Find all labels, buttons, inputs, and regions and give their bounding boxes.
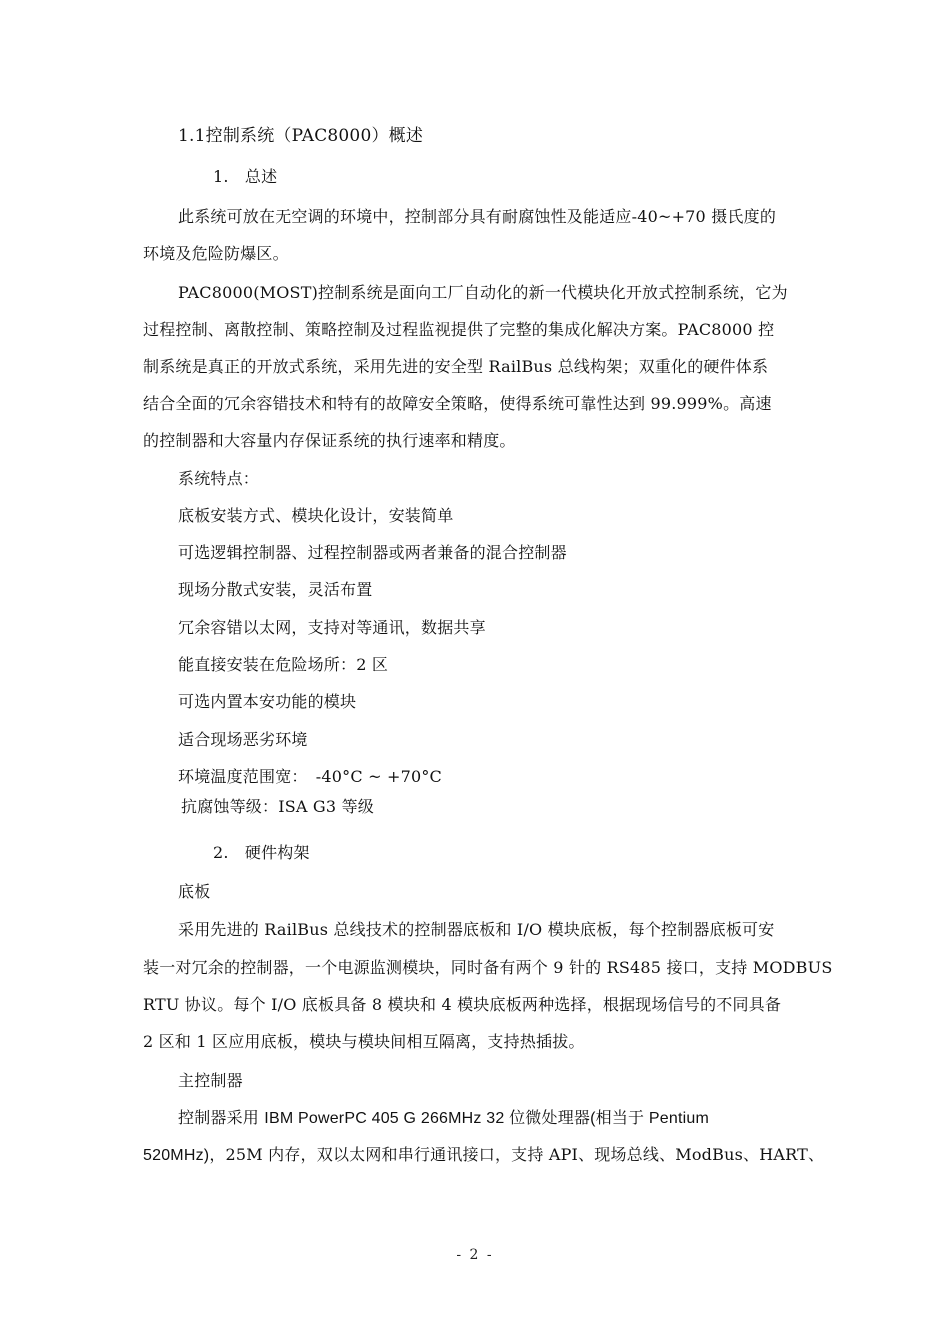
page-number: - 2 - bbox=[456, 1247, 494, 1263]
text-run: ，25M 内存，双以太网和串行通讯接口，支持 API、现场总线、ModBus、HART、 bbox=[209, 1145, 825, 1164]
paragraph-line bbox=[143, 1145, 824, 1166]
subsection-title-overview: 1. 总述 bbox=[213, 167, 278, 186]
text-run: 520MHz) bbox=[143, 1147, 210, 1164]
feature-item: 抗腐蚀等级：ISA G3 等级 bbox=[181, 797, 374, 816]
paragraph-line: 采用先进的 RailBus 总线技术的控制器底板和 I/O 模块底板，每个控制器底板可安 bbox=[178, 920, 775, 939]
feature-item: 可选逻辑控制器、过程控制器或两者兼备的混合控制器 bbox=[178, 543, 567, 562]
feature-item: 适合现场恶劣环境 bbox=[178, 730, 308, 749]
text-run: 控制器采用 bbox=[178, 1108, 265, 1127]
section-heading: 1.1控制系统（PAC8000）概述 bbox=[178, 126, 424, 146]
paragraph-line: 的控制器和大容量内存保证系统的执行速率和精度。 bbox=[143, 431, 516, 450]
subsection-title-hardware: 2. 硬件构架 bbox=[213, 843, 310, 862]
paragraph-line: 过程控制、离散控制、策略控制及过程监视提供了完整的集成化解决方案。PAC8000 控 bbox=[143, 320, 775, 339]
paragraph-line: 装一对冗余的控制器，一个电源监测模块，同时备有两个 9 针的 RS485 接口，支持 MODBUS bbox=[143, 958, 833, 977]
text-run: 位微处理器 bbox=[509, 1108, 591, 1127]
features-title: 系统特点： bbox=[178, 469, 260, 488]
paragraph-line bbox=[178, 1108, 709, 1129]
paragraph-line: 此系统可放在无空调的环境中，控制部分具有耐腐蚀性及能适应-40~+70 摄氏度的 bbox=[178, 207, 777, 226]
feature-item: 现场分散式安装，灵活布置 bbox=[178, 580, 373, 599]
feature-item: 冗余容错以太网，支持对等通讯，数据共享 bbox=[178, 618, 486, 637]
controller-title: 主控制器 bbox=[178, 1071, 243, 1090]
feature-item: 环境温度范围宽： -40°C ~ +70°C bbox=[178, 767, 442, 786]
text-run: IBM PowerPC 405 G 266MHz 32 bbox=[264, 1110, 510, 1127]
feature-item: 可选内置本安功能的模块 bbox=[178, 692, 357, 711]
baseplate-title: 底板 bbox=[178, 882, 211, 901]
paragraph-line: 结合全面的冗余容错技术和特有的故障安全策略，使得系统可靠性达到 99.999%。高速 bbox=[143, 394, 772, 413]
paragraph-line: 2 区和 1 区应用底板，模块与模块间相互隔离，支持热插拔。 bbox=[143, 1032, 585, 1051]
paragraph-line: RTU 协议。每个 I/O 底板具备 8 模块和 4 模块底板两种选择，根据现场信号的不同具备 bbox=[143, 995, 782, 1014]
paragraph-line: 环境及危险防爆区。 bbox=[143, 244, 289, 263]
feature-item: 底板安装方式、模块化设计，安装简单 bbox=[178, 506, 454, 525]
feature-item: 能直接安装在危险场所：2 区 bbox=[178, 655, 389, 674]
paragraph-line: 制系统是真正的开放式系统，采用先进的安全型 RailBus 总线构架；双重化的硬件体系 bbox=[143, 357, 769, 376]
paragraph-line: PAC8000(MOST)控制系统是面向工厂自动化的新一代模块化开放式控制系统，它为 bbox=[178, 283, 788, 302]
text-run: (相当于 Pentium bbox=[590, 1110, 709, 1127]
